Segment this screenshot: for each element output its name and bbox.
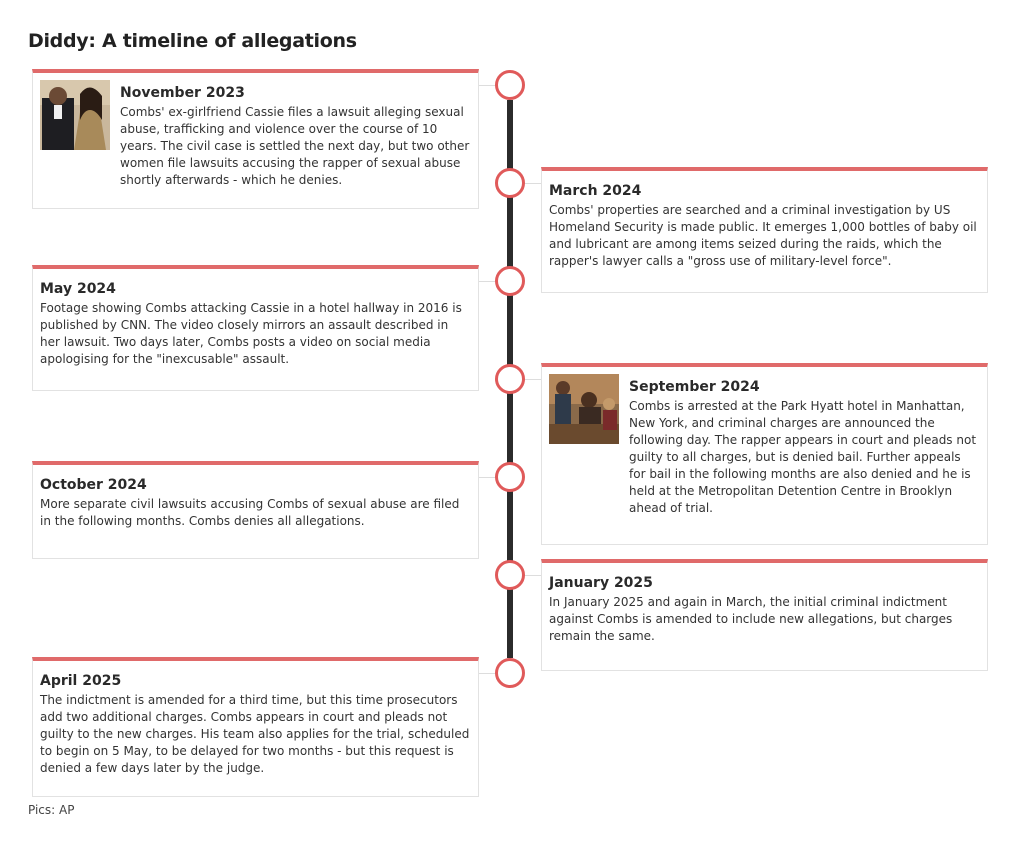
event-date: May 2024 [40,281,116,297]
timeline-node-september-2024 [495,364,525,394]
event-content [629,375,979,517]
event-date: November 2023 [120,85,245,101]
event-card-november-2023 [32,69,479,209]
event-description: More separate civil lawsuits accusing Combs of sexual abuse are filed in the following months. Combs denies all allegations. [40,497,460,528]
event-photo-couple [40,80,110,150]
event-card-march-2024 [541,167,988,293]
event-content [40,473,470,530]
timeline-node-april-2025 [495,658,525,688]
event-content [40,669,470,777]
event-card-september-2024 [541,363,988,545]
event-card-january-2025 [541,559,988,671]
event-description: Combs' properties are searched and a criminal investigation by US Homeland Security is made public. It emerges 1,000 bottles of baby oil and lubricant are among items seized during the raids, which the rapper's lawyer calls a "gross use of military-level force". [549,203,977,268]
event-description: Combs is arrested at the Park Hyatt hotel in Manhattan, New York, and criminal charges are announced the following day. The rapper appears in court and pleads not guilty to all charges, but is denied bail. Further appeals for bail in the following months are also denied and he is held at the Metropolitan Detention Centre in Brooklyn ahead of trial. [629,399,977,515]
photo-credit: Pics: AP [28,803,75,817]
event-description: In January 2025 and again in March, the initial criminal indictment against Combs is amended to include new allegations, but charges remain the same. [549,595,953,643]
event-card-april-2025 [32,657,479,797]
event-content [120,81,470,189]
event-card-may-2024 [32,265,479,391]
timeline-node-january-2025 [495,560,525,590]
event-content [549,571,979,645]
event-content [40,277,470,368]
event-date: October 2024 [40,477,147,493]
event-description: The indictment is amended for a third time, but this time prosecutors add two additional charges. Combs appears in court and pleads not guilty to the new charges. His team also applies for the trial, scheduled to begin on 5 May, to be delayed for two months - but this request is denied a few days later by the judge. [40,693,470,775]
event-date: April 2025 [40,673,122,689]
timeline-node-november-2023 [495,70,525,100]
event-description: Combs' ex-girlfriend Cassie files a lawsuit alleging sexual abuse, trafficking and violence over the course of 10 years. The civil case is settled the next day, but two other women file lawsuits accusing the rapper of sexual abuse shortly afterwards - which he denies. [120,105,470,187]
event-card-october-2024 [32,461,479,559]
event-description: Footage showing Combs attacking Cassie in a hotel hallway in 2016 is published by CNN. The video closely mirrors an assault described in her lawsuit. Two days later, Combs posts a video on social media apologising for the "inexcusable" assault. [40,301,462,366]
event-content [549,179,979,270]
event-date: January 2025 [549,575,653,591]
event-date: March 2024 [549,183,642,199]
timeline-node-march-2024 [495,168,525,198]
page-title: Diddy: A timeline of allegations [28,30,357,52]
event-photo-courtroom-sketch [549,374,619,444]
timeline-node-october-2024 [495,462,525,492]
event-date: September 2024 [629,379,760,395]
timeline-node-may-2024 [495,266,525,296]
